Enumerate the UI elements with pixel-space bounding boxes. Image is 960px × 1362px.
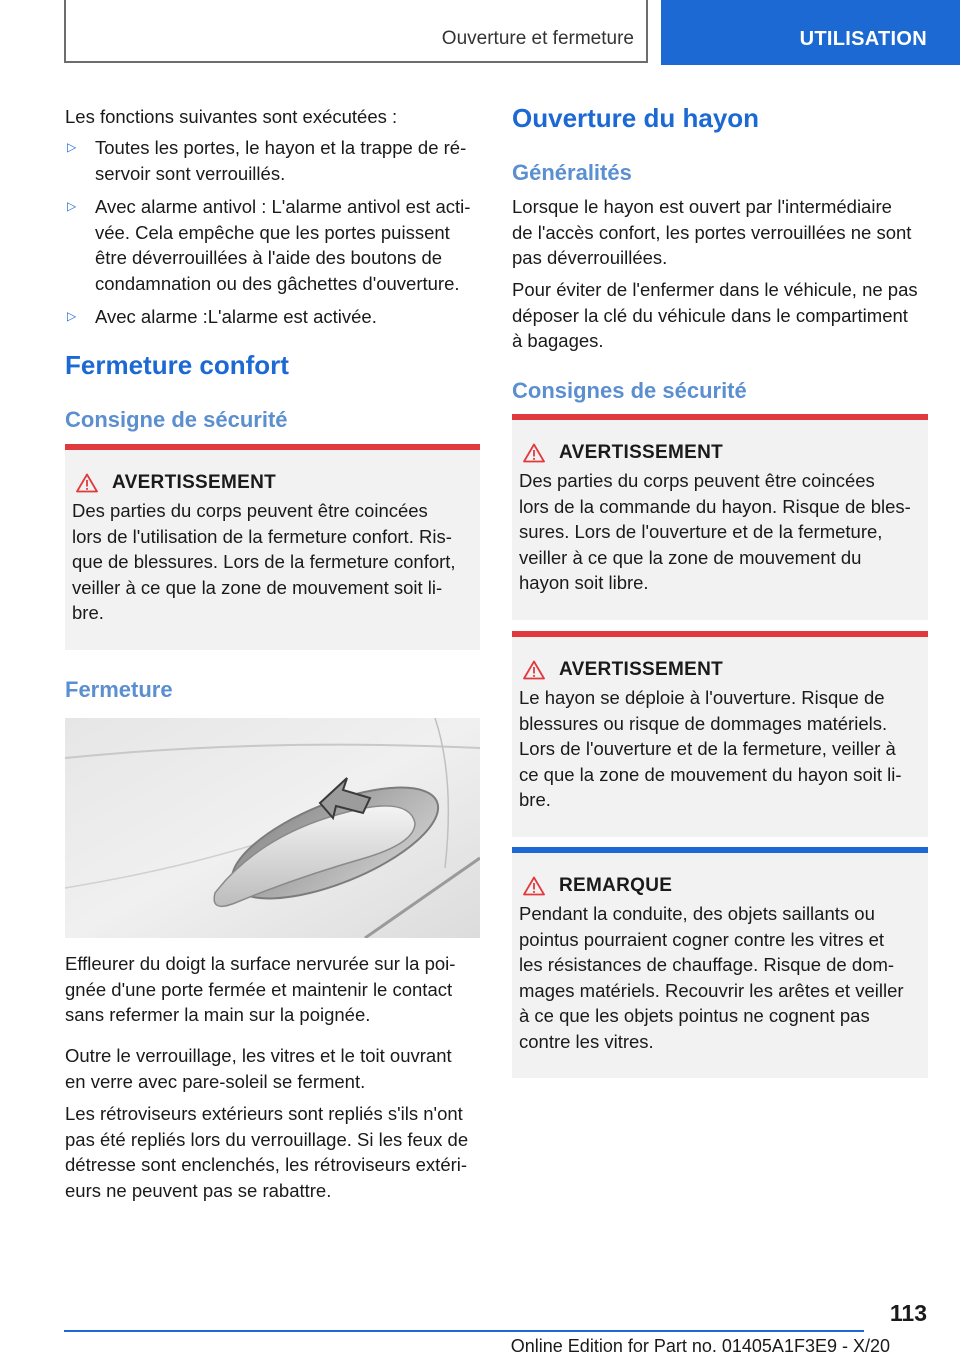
note-box [512,847,928,1078]
list-item: ▷ Toutes les portes, le hayon et la trappe de ré- servoir sont verrouillés. [65,135,480,186]
paragraph: Outre le verrouillage, les vitres et le toit ouvrant en verre avec pare-soleil se ferment. [65,1045,452,1092]
note-bar [512,847,928,853]
triangle-bullet-icon: ▷ [67,309,77,323]
header-title: Ouverture et fermeture [441,28,634,49]
warning-text: Des parties du corps peuvent être coincées lors de l'utilisation de la fermeture confort. Ris- que de blessures. Lors de la fermeture confort, veiller à ce que la zone de mouvement soit li- bre. [72,500,456,623]
warning-bar [65,444,480,450]
warning-triangle-icon [523,876,545,896]
warning-triangle-icon [76,473,98,493]
footer-divider [64,1330,864,1332]
warning-bar [512,631,928,637]
warning-box [512,631,928,837]
triangle-bullet-icon: ▷ [67,199,77,213]
paragraph: Effleurer du doigt la surface nervurée sur la poi- gnée d'une porte fermée et maintenir le contact sans refermer la main sur la poignée. [65,953,456,1025]
warning-label: AVERTISSEMENT [112,472,277,493]
subsection-heading: Consignes de sécurité [512,378,747,403]
paragraph: Lorsque le hayon est ouvert par l'intermédiaire de l'accès confort, les portes verrouillées ne sont pas déverrouillées. [512,196,912,268]
edition-text: Online Edition for Part no. 01405A1F3E9 - X/20 [510,1336,890,1356]
intro-text: Les fonctions suivantes sont exécutées : [65,106,398,127]
page-number: 113 [889,1300,927,1326]
warning-triangle-icon [523,660,545,680]
warning-text: Le hayon se déploie à l'ouverture. Risque de blessures ou risque de dommages matériels. Lors de l'ouverture et de la fermeture, veiller à ce que la zone de mouvement du hayon soit li- bre. [519,687,902,810]
subsection-heading: Consigne de sécurité [65,407,288,432]
paragraph: Pour éviter de l'enfermer dans le véhicule, ne pas déposer la clé du véhicule dans le compartiment à bagages. [512,279,918,351]
list-item: ▷ Avec alarme :L'alarme est activée. [65,304,480,330]
subsection-heading: Fermeture [65,677,173,702]
section-tab-label[interactable]: UTILISATION [799,28,927,50]
warning-label: AVERTISSEMENT [559,659,724,680]
subsection-heading: Généralités [512,160,632,185]
paragraph: Les rétroviseurs extérieurs sont repliés s'ils n'ont pas été repliés lors du verrouillage. Si les feux de détresse sont enclenchés, les rétroviseurs extéri- eurs ne peuvent pas se rabattre. [65,1103,469,1201]
triangle-bullet-icon: ▷ [67,140,77,154]
warning-bar [512,414,928,420]
list-item: ▷ Avec alarme antivol : L'alarme antivol est acti- vée. Cela empêche que les portes puissent être déverrouillées à l'aide des boutons de condamnation ou des gâchettes d'ouverture. [65,194,480,296]
warning-box [512,414,928,620]
bullet-list [65,135,480,330]
warning-label: AVERTISSEMENT [559,442,724,463]
warning-box [65,444,480,650]
note-text: Pendant la conduite, des objets saillants ou pointus pourraient cogner contre les vitres et les résistances de chauffage. Risque de dom- mages matériels. Recouvrir les arêtes et veiller à ce que les objets pointus ne cognent pas contre les vitres. [519,903,904,1052]
warning-text: Des parties du corps peuvent être coincées lors de la commande du hayon. Risque de bles- sures. Lors de l'ouverture et de la fermeture, veiller à ce que la zone de mouvement du hayon soit libre. [519,470,911,593]
warning-triangle-icon [523,443,545,463]
note-label: REMARQUE [559,875,673,896]
section-heading: Fermeture confort [65,350,289,380]
section-heading: Ouverture du hayon [512,103,760,133]
door-handle-illustration [65,718,480,938]
